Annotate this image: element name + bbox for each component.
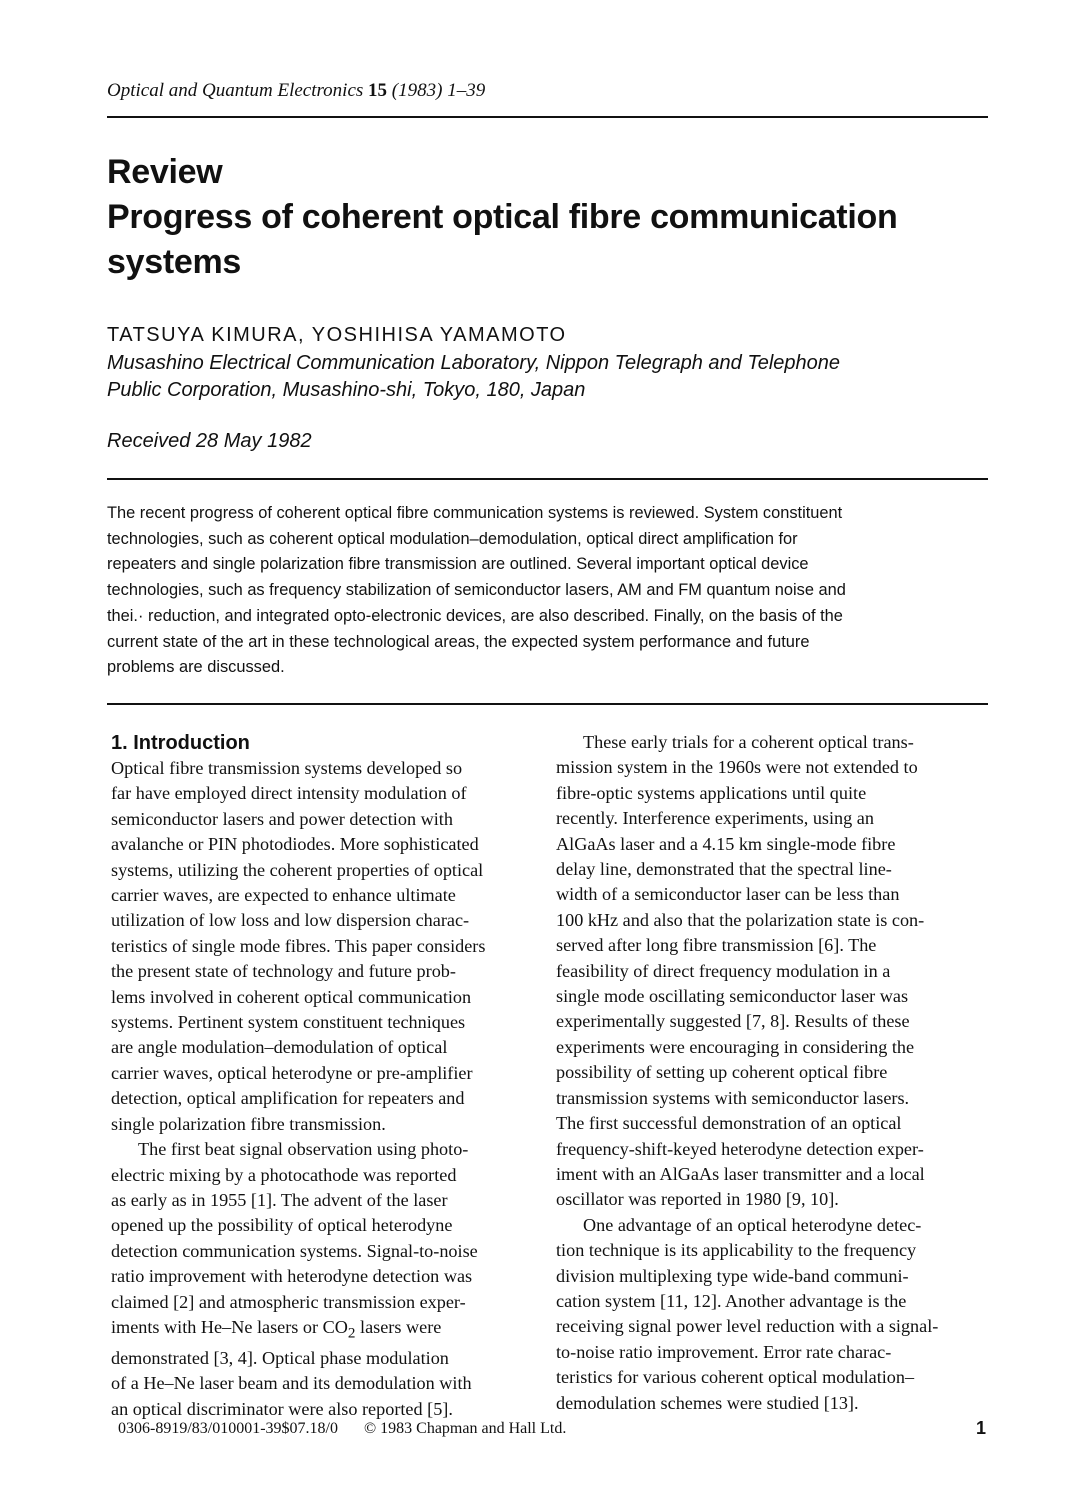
abstract-line: technologies, such as frequency stabilization of semiconductor lasers, AM and FM quantum noise and: [107, 581, 846, 600]
journal-volume: 15: [368, 80, 388, 101]
text-line: carrier waves, are expected to enhance ultimate: [111, 885, 456, 906]
left-column: [111, 730, 541, 1422]
abstract-line: repeaters and single polarization fibre transmission are outlined. Several important optical device: [107, 555, 809, 574]
text-line: the present state of technology and future prob-: [111, 961, 456, 982]
text-line: oscillator was reported in 1980 [9, 10].: [556, 1189, 839, 1210]
text-line: teristics for various coherent optical modulation–: [556, 1367, 915, 1388]
text-line: as early as in 1955 [1]. The advent of the laser: [111, 1189, 448, 1210]
journal-name: Optical and Quantum Electronics: [107, 80, 364, 101]
text-line: served after long fibre transmission [6]. The: [556, 935, 877, 956]
text-line: The first beat signal observation using photo-: [138, 1139, 469, 1160]
text-span: iments with He–Ne lasers or CO: [111, 1316, 348, 1337]
text-line: teristics of single mode fibres. This paper considers: [111, 935, 486, 956]
article-kind: Review: [107, 153, 223, 191]
affiliation: [107, 350, 987, 404]
text-line: AlGaAs laser and a 4.15 km single-mode fibre: [556, 833, 896, 854]
journal-issue: (1983) 1–39: [391, 80, 486, 101]
text-line: width of a semiconductor laser can be less than: [556, 884, 900, 905]
text-line: systems. Pertinent system constituent techniques: [111, 1012, 466, 1033]
right-column: [556, 730, 988, 1416]
copyright: © 1983 Chapman and Hall Ltd.: [364, 1420, 567, 1437]
abstract-line: thei.· reduction, and integrated opto-electronic devices, are also described. Finally, on the basis of the: [107, 606, 843, 625]
text-line: receiving signal power level reduction with a signal-: [556, 1316, 939, 1337]
abstract-bottom-rule: [107, 703, 988, 705]
text-line: are angle modulation–demodulation of optical: [111, 1037, 448, 1058]
text-line: far have employed direct intensity modulation of: [111, 783, 467, 804]
text-line: utilization of low loss and low dispersion charac-: [111, 910, 470, 931]
text-line: avalanche or PIN photodiodes. More sophisticated: [111, 834, 479, 855]
page-number: 1: [976, 1418, 987, 1438]
journal-header: [107, 80, 485, 102]
text-line: detection communication systems. Signal-to-noise: [111, 1240, 478, 1261]
text-line: Optical fibre transmission systems developed so: [111, 758, 463, 778]
header-rule: [107, 116, 988, 118]
abstract: [107, 501, 987, 681]
affiliation-line: Musashino Electrical Communication Laboratory, Nippon Telegraph and Telephone: [107, 352, 841, 374]
text-line: cation system [11, 12]. Another advantage is the: [556, 1290, 907, 1311]
publication-code: 0306-8919/83/010001-39$07.18/0: [118, 1420, 338, 1437]
authors: TATSUYA KIMURA, YOSHIHISA YAMAMOTO: [107, 324, 567, 346]
text-line: [111, 1315, 541, 1346]
article-title: [107, 150, 1007, 285]
abstract-line: problems are discussed.: [107, 658, 285, 677]
text-line: demonstrated [3, 4]. Optical phase modulation: [111, 1347, 449, 1368]
paragraph: [111, 756, 541, 1137]
paragraph: [556, 1213, 988, 1416]
section-heading: 1. Introduction: [111, 732, 250, 754]
text-line: division multiplexing type wide-band communi-: [556, 1265, 909, 1286]
text-line: to-noise ratio improvement. Error rate charac-: [556, 1341, 892, 1362]
text-line: experiments were encouraging in considering the: [556, 1036, 915, 1057]
text-line: possibility of setting up coherent optical fibre: [556, 1062, 888, 1083]
text-line: of a He–Ne laser beam and its demodulation with: [111, 1373, 472, 1394]
text-line: recently. Interference experiments, using an: [556, 808, 874, 829]
text-span: lasers were: [355, 1316, 442, 1337]
paragraph: [556, 730, 988, 1213]
abstract-top-rule: [107, 478, 988, 480]
text-line: detection, optical amplification for repeaters and: [111, 1088, 465, 1109]
footer: [118, 1420, 566, 1438]
title-line: systems: [107, 243, 241, 281]
text-line: electric mixing by a photocathode was reported: [111, 1164, 457, 1185]
text-line: 100 kHz and also that the polarization state is con-: [556, 909, 925, 930]
text-line: demodulation schemes were studied [13].: [556, 1392, 859, 1413]
text-line: opened up the possibility of optical heterodyne: [111, 1215, 453, 1236]
text-line: an optical discriminator were also reported [5].: [111, 1398, 453, 1419]
text-line: iment with an AlGaAs laser transmitter and a local: [556, 1163, 925, 1184]
abstract-line: The recent progress of coherent optical fibre communication systems is reviewed. System constituent: [107, 504, 843, 522]
text-line: claimed [2] and atmospheric transmission exper-: [111, 1291, 466, 1312]
affiliation-line: Public Corporation, Musashino-shi, Tokyo, 180, Japan: [107, 379, 586, 401]
title-line: Progress of coherent optical fibre communication: [107, 198, 898, 236]
abstract-line: technologies, such as coherent optical modulation–demodulation, optical direct amplification for: [107, 529, 798, 548]
text-line: frequency-shift-keyed heterodyne detection exper-: [556, 1138, 924, 1159]
text-line: One advantage of an optical heterodyne detec-: [583, 1214, 922, 1235]
text-line: transmission systems with semiconductor lasers.: [556, 1087, 910, 1108]
text-line: lems involved in coherent optical communication: [111, 986, 472, 1007]
text-line: mission system in the 1960s were not extended to: [556, 757, 918, 778]
abstract-line: current state of the art in these technological areas, the expected system performance and future: [107, 632, 810, 651]
text-line: single mode oscillating semiconductor laser was: [556, 986, 909, 1007]
text-line: systems, utilizing the coherent properties of optical: [111, 859, 484, 880]
text-line: feasibility of direct frequency modulation in a: [556, 960, 891, 981]
text-line: semiconductor lasers and power detection with: [111, 808, 453, 829]
text-line: single polarization fibre transmission.: [111, 1113, 386, 1134]
text-line: fibre-optic systems applications until quite: [556, 782, 867, 803]
text-line: tion technique is its applicability to the frequency: [556, 1240, 917, 1261]
paragraph: [111, 1137, 541, 1422]
subscript: 2: [347, 1324, 356, 1342]
text-line: experimentally suggested [7, 8]. Results of these: [556, 1011, 910, 1032]
text-line: These early trials for a coherent optical trans-: [583, 732, 914, 752]
text-line: ratio improvement with heterodyne detection was: [111, 1266, 473, 1287]
text-line: The first successful demonstration of an optical: [556, 1113, 902, 1134]
text-line: delay line, demonstrated that the spectral line-: [556, 859, 892, 880]
received-date: Received 28 May 1982: [107, 430, 312, 452]
text-line: carrier waves, optical heterodyne or pre-amplifier: [111, 1062, 473, 1083]
